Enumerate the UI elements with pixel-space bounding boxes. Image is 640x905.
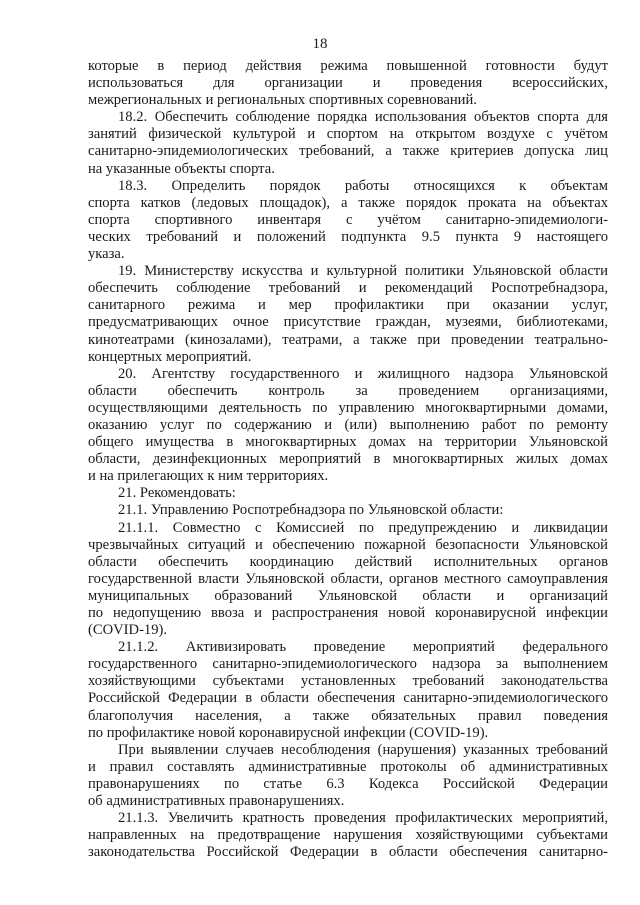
text-line: правонарушениях по статье 6.3 Кодекса Российской Федерации xyxy=(88,775,608,792)
text-line: оказанию услуг по содержанию и (или) выполнению работ по ремонту xyxy=(88,416,608,433)
text-line: области обеспечить координацию действий исполнительных органов xyxy=(88,553,608,570)
text-line: на указанные объекты спорта. xyxy=(88,160,275,177)
paragraph-p-20 xyxy=(88,366,608,486)
text-line: по недопущению ввоза и распространения новой коронавирусной инфекции xyxy=(88,605,608,621)
text-line: предусматривающих очное присутствие граждан, музеями, библиотеками, xyxy=(88,314,608,331)
text-line: 21.1.1. Совместно с Комиссией по предупреждению и ликвидации xyxy=(118,519,608,536)
text-line: ческих требований и положений подпункта 9.5 пункта 9 настоящего xyxy=(88,228,608,245)
text-line: 18.2. Обеспечить соблюдение порядка использования объектов спорта для xyxy=(118,109,608,126)
text-line: 21.1. Управлению Роспотребнадзора по Ульяновской области: xyxy=(118,502,504,519)
paragraph-p-cont xyxy=(88,58,608,109)
text-line: чрезвычайных ситуаций и обеспечению пожарной безопасности Ульяновской xyxy=(88,536,608,553)
text-line: хозяйствующими субъектами установленных требований законодательства xyxy=(88,673,608,690)
page-number: 18 xyxy=(312,36,328,52)
text-line: санитарного режима и мер профилактики при оказании услуг, xyxy=(88,297,608,314)
text-line: При выявлении случаев несоблюдения (нарушения) указанных требований xyxy=(118,741,608,758)
paragraph-p-21-1-3 xyxy=(88,810,608,861)
text-line: об административных правонарушениях. xyxy=(88,793,345,810)
text-line: Российской Федерации в области обеспечения санитарно-эпидемиологического xyxy=(88,690,608,707)
text-line: использоваться для организации и проведения всероссийских, xyxy=(88,75,608,92)
text-line: общего имущества в многоквартирных домах на территории Ульяновской xyxy=(88,434,608,451)
text-line: 18.3. Определить порядок работы относящихся к объектам xyxy=(118,177,608,194)
text-line: благополучия населения, а также обязательных правил поведения xyxy=(88,707,608,724)
paragraph-p-21-1-2 xyxy=(88,639,608,742)
text-line: 21.1.3. Увеличить кратность проведения профилактических мероприятий, xyxy=(118,810,608,827)
text-line: 19. Министерству искусства и культурной политики Ульяновской области xyxy=(118,263,608,280)
text-line: по профилактике новой коронавирусной инфекции (COVID-19). xyxy=(88,724,489,741)
text-line: муниципальных образований Ульяновской области и организаций xyxy=(88,587,608,604)
text-line: (COVID-19). xyxy=(88,622,168,639)
text-line: спорта катков (ледовых площадок), а также порядок проката на объектах xyxy=(88,194,608,211)
paragraph-p-18-2 xyxy=(88,109,608,177)
paragraph-p-19 xyxy=(88,263,608,366)
text-line: обеспечить соблюдение требований и рекомендаций Роспотребнадзора, xyxy=(88,280,608,297)
text-line: государственной власти Ульяновской области, органов местного самоуправления xyxy=(88,570,608,587)
text-line: области, дезинфекционных мероприятий в многоквартирных жилых домах xyxy=(88,451,608,468)
text-line: санитарно-эпидемиологических требований, а также критериев допуска лиц xyxy=(88,143,608,160)
text-line: межрегиональных и региональных спортивных соревнований. xyxy=(88,92,477,109)
text-line: занятий физической культурой и спортом на открытом воздухе с учётом xyxy=(88,126,608,143)
text-line: и на прилегающих к ним территориях. xyxy=(88,468,329,485)
text-line: 21. Рекомендовать: xyxy=(118,485,236,502)
text-line: направленных на предотвращение нарушения хозяйствующими субъектами xyxy=(88,827,608,844)
text-line: законодательства Российской Федерации в области обеспечения санитарно- xyxy=(88,844,608,861)
document-body xyxy=(88,58,608,861)
paragraph-p-21-1 xyxy=(88,502,608,519)
text-line: кинотеатрами (кинозалами), театрами, а также при проведении театрально- xyxy=(88,331,608,348)
text-line: осуществляющими деятельность по управлению многоквартирными домами, xyxy=(88,399,608,416)
text-line: спорта спортивного инвентаря с учётом санитарно-эпидемиологи- xyxy=(88,211,608,228)
paragraph-p-21-1-1 xyxy=(88,520,608,640)
paragraph-p-violations xyxy=(88,742,608,810)
text-line: государственного санитарно-эпидемиологического надзора за выполнением xyxy=(88,656,608,673)
text-line: концертных мероприятий. xyxy=(88,348,252,365)
text-line: которые в период действия режима повышенной готовности будут xyxy=(88,58,608,74)
text-line: области обеспечить контроль за проведением организациями, xyxy=(88,382,608,399)
text-line: и правил составлять административные протоколы об административных xyxy=(88,758,608,775)
text-line: 21.1.2. Активизировать проведение мероприятий федерального xyxy=(118,639,608,656)
text-line: указа. xyxy=(88,246,125,263)
paragraph-p-18-3 xyxy=(88,178,608,263)
text-line: 20. Агентству государственного и жилищного надзора Ульяновской xyxy=(118,365,608,382)
paragraph-p-21 xyxy=(88,485,608,502)
